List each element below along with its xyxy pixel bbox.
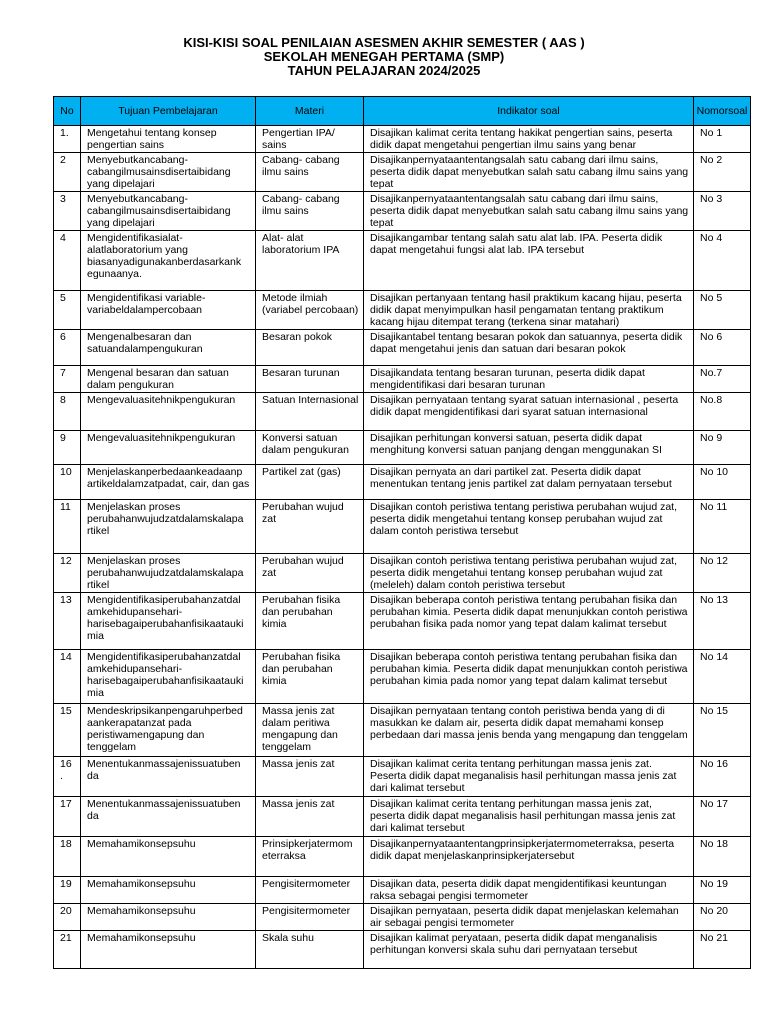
row-indikator: Disajikan pernyata an dari partikel zat. Peserta didik dapat menentukan tentang jenis partikel zat dalam pernyataan tersebut: [364, 465, 694, 500]
row-indikator: Disajikanpernyataantentangsalah satu cabang dari ilmu sains, peserta didik dapat menyebutkan salah satu cabang ilmu sains yang tepat: [364, 153, 694, 192]
document-header: [0, 36, 768, 78]
row-no: 2: [54, 153, 81, 192]
row-materi: Besaran turunan: [256, 366, 364, 393]
row-tujuan: Mengetahui tentang konsep pengertian sains: [81, 126, 256, 153]
row-materi: Pengisitermometer: [256, 877, 364, 904]
row-no: 10: [54, 465, 81, 500]
row-nomor-soal: No 14: [694, 650, 751, 704]
row-nomor-soal: No 10: [694, 465, 751, 500]
row-indikator: Disajikantabel tentang besaran pokok dan satuannya, peserta didik dapat mengetahui jenis dan satuan dari besaran pokok: [364, 330, 694, 366]
row-no: 12: [54, 554, 81, 593]
table-row: [54, 757, 751, 797]
table-row: [54, 393, 751, 431]
row-tujuan: Mengidentifikasiperubahanzatdal amkehidupansehari-harisebagaiperubahanfisikaatauki mia: [81, 650, 256, 704]
row-nomor-soal: No 20: [694, 904, 751, 931]
row-indikator: Disajikan pertanyaan tentang hasil praktikum kacang hijau, peserta didik dapat menyimpulkan hasil pengamatan tentang praktikum kacang hijau ditempat terang (terkena sinar matahari): [364, 291, 694, 330]
row-materi: Metode ilmiah (variabel percobaan): [256, 291, 364, 330]
row-tujuan: Mendeskripsikanpengaruhperbed aankerapatanzat pada peristiwamengapung dan tenggelam: [81, 704, 256, 757]
row-nomor-soal: No 5: [694, 291, 751, 330]
row-tujuan: Menjelaskan proses perubahanwujudzatdalamskalapa rtikel: [81, 554, 256, 593]
row-nomor-soal: No 9: [694, 431, 751, 465]
row-indikator: Disajikan pernyataan, peserta didik dapat menjelaskan kelemahan air sebagai pengisi termometer: [364, 904, 694, 931]
row-no: 3: [54, 192, 81, 231]
row-materi: Besaran pokok: [256, 330, 364, 366]
table-row: [54, 366, 751, 393]
row-tujuan: Menjelaskanperbedaankeadaanp artikeldalamzatpadat, cair, dan gas: [81, 465, 256, 500]
row-indikator: Disajikan beberapa contoh peristiwa tentang perubahan fisika dan perubahan kimia. Peserta didik dapat menunjukkan contoh peristiwa perubahan fisika pada nomor yang tepat dalam kalimat tersebut: [364, 593, 694, 650]
row-tujuan: Mengenal besaran dan satuan dalam pengukuran: [81, 366, 256, 393]
row-indikator: Disajikan contoh peristiwa tentang peristiwa perubahan wujud zat, peserta didik mengetahui tentang konsep perubahan wujud zat dalam contoh peristiwa tersebut: [364, 500, 694, 554]
table-row: [54, 877, 751, 904]
row-tujuan: Mengidentifikasiperubahanzatdal amkehidupansehari-harisebagaiperubahanfisikaatauki mia: [81, 593, 256, 650]
row-materi: Cabang- cabang ilmu sains: [256, 153, 364, 192]
row-tujuan: Mengidentifikasi variable-variabeldalampercobaan: [81, 291, 256, 330]
row-nomor-soal: No 6: [694, 330, 751, 366]
table-row: [54, 291, 751, 330]
row-nomor-soal: No 1: [694, 126, 751, 153]
row-tujuan: Memahamikonsepsuhu: [81, 931, 256, 969]
row-nomor-soal: No 19: [694, 877, 751, 904]
row-materi: Perubahan wujud zat: [256, 554, 364, 593]
row-materi: Satuan Internasional: [256, 393, 364, 431]
row-indikator: Disajikan kalimat cerita tentang hakikat pengertian sains, peserta didik dapat mengetahui pengertian ilmu sains yang benar: [364, 126, 694, 153]
row-indikator: Disajikan kalimat peryataan, peserta didik dapat menganalisis perhitungan konversi skala suhu dari pernyataan tersebut: [364, 931, 694, 969]
row-nomor-soal: No 15: [694, 704, 751, 757]
row-indikator: Disajikan contoh peristiwa tentang peristiwa perubahan wujud zat, peserta didik mengetahui tentang konsep perubahan wujud zat (meleleh) dalam contoh peristiwa tersebut: [364, 554, 694, 593]
row-indikator: Disajikanpernyataantentangsalah satu cabang dari ilmu sains, peserta didik dapat menyebutkan salah satu cabang ilmu sains yang tepat: [364, 192, 694, 231]
row-no: 9: [54, 431, 81, 465]
row-indikator: Disajikan kalimat cerita tentang perhitungan massa jenis zat, peserta didik dapat meganalisis hasil perhitungan massa jenis zat dari kalimat tersebut: [364, 797, 694, 837]
row-no: 21: [54, 931, 81, 969]
row-nomor-soal: No 21: [694, 931, 751, 969]
row-materi: Prinsipkerjatermom eterraksa: [256, 837, 364, 877]
row-tujuan: Menyebutkancabang-cabangilmusainsdisertaibidang yang dipelajari: [81, 153, 256, 192]
row-materi: Perubahan wujud zat: [256, 500, 364, 554]
row-tujuan: Memahamikonsepsuhu: [81, 904, 256, 931]
row-materi: Cabang- cabang ilmu sains: [256, 192, 364, 231]
table-row: [54, 231, 751, 291]
row-no: 1.: [54, 126, 81, 153]
row-indikator: Disajikan beberapa contoh peristiwa tentang perubahan fisika dan perubahan kimia. Peserta didik dapat menunjukkan contoh peristiwa perubahan kimia pada nomor yang tepat dalam kalimat tersebut: [364, 650, 694, 704]
header-indikator: Indikator soal: [364, 97, 694, 126]
row-materi: Perubahan fisika dan perubahan kimia: [256, 650, 364, 704]
row-no: 11: [54, 500, 81, 554]
row-indikator: Disajikandata tentang besaran turunan, peserta didik dapat mengidentifikasi dari besaran turunan: [364, 366, 694, 393]
header-no: No: [54, 97, 81, 126]
row-no: 8: [54, 393, 81, 431]
table-row: [54, 500, 751, 554]
row-no: 17: [54, 797, 81, 837]
row-nomor-soal: No 12: [694, 554, 751, 593]
table-row: [54, 797, 751, 837]
table-header-row: [54, 97, 751, 126]
table-row: [54, 593, 751, 650]
row-no: 20: [54, 904, 81, 931]
row-no: 5: [54, 291, 81, 330]
row-nomor-soal: No.7: [694, 366, 751, 393]
row-materi: Skala suhu: [256, 931, 364, 969]
row-materi: Perubahan fisika dan perubahan kimia: [256, 593, 364, 650]
row-no: 14: [54, 650, 81, 704]
table-row: [54, 931, 751, 969]
table-row: [54, 153, 751, 192]
row-materi: Pengertian IPA/ sains: [256, 126, 364, 153]
table-row: [54, 431, 751, 465]
row-nomor-soal: No.8: [694, 393, 751, 431]
row-no: 15: [54, 704, 81, 757]
table-row: [54, 837, 751, 877]
row-nomor-soal: No 4: [694, 231, 751, 291]
row-tujuan: Menentukanmassajenissuatuben da: [81, 797, 256, 837]
row-indikator: Disajikan pernyataan tentang contoh peristiwa benda yang di di masukkan ke dalam air, peserta didik dapat memahami konsep perbedaan dari massa jenis benda yang mengapung dan tenggelam: [364, 704, 694, 757]
row-tujuan: Mengenalbesaran dan satuandalampengukuran: [81, 330, 256, 366]
row-tujuan: Mengevaluasitehnikpengukuran: [81, 393, 256, 431]
header-nomor-soal: Nomorsoal: [694, 97, 751, 126]
row-nomor-soal: No 2: [694, 153, 751, 192]
row-materi: Pengisitermometer: [256, 904, 364, 931]
row-nomor-soal: No 3: [694, 192, 751, 231]
table-row: [54, 126, 751, 153]
row-indikator: Disajikan perhitungan konversi satuan, peserta didik dapat menghitung konversi satuan panjang dengan menggunakan SI: [364, 431, 694, 465]
row-no: 18: [54, 837, 81, 877]
row-materi: Massa jenis zat dalam peritiwa mengapung dan tenggelam: [256, 704, 364, 757]
row-no: 13: [54, 593, 81, 650]
row-tujuan: Menyebutkancabang-cabangilmusainsdisertaibidang yang dipelajari: [81, 192, 256, 231]
row-materi: Massa jenis zat: [256, 797, 364, 837]
table-row: [54, 192, 751, 231]
row-materi: Alat- alat laboratorium IPA: [256, 231, 364, 291]
row-no: 6: [54, 330, 81, 366]
row-no: 19: [54, 877, 81, 904]
table-row: [54, 330, 751, 366]
table-row: [54, 650, 751, 704]
table-row: [54, 904, 751, 931]
row-indikator: Disajikan data, peserta didik dapat mengidentifikasi keuntungan raksa sebagai pengisi termometer: [364, 877, 694, 904]
row-nomor-soal: No 16: [694, 757, 751, 797]
table-row: [54, 704, 751, 757]
row-materi: Konversi satuan dalam pengukuran: [256, 431, 364, 465]
table-body: [54, 126, 751, 969]
row-no: 7: [54, 366, 81, 393]
header-tujuan: Tujuan Pembelajaran: [81, 97, 256, 126]
row-indikator: Disajikan kalimat cerita tentang perhitungan massa jenis zat. Peserta didik dapat meganalisis hasil perhitungan massa jenis zat dari kalimat tersebut: [364, 757, 694, 797]
header-title-line3: TAHUN PELAJARAN 2024/2025: [287, 63, 481, 78]
row-nomor-soal: No 18: [694, 837, 751, 877]
row-indikator: Disajikangambar tentang salah satu alat lab. IPA. Peserta didik dapat mengetahui fungsi alat lab. IPA tersebut: [364, 231, 694, 291]
row-tujuan: Menjelaskan proses perubahanwujudzatdalamskalapa rtikel: [81, 500, 256, 554]
row-nomor-soal: No 17: [694, 797, 751, 837]
table-row: [54, 554, 751, 593]
row-no: 4: [54, 231, 81, 291]
header-materi: Materi: [256, 97, 364, 126]
row-tujuan: Mengevaluasitehnikpengukuran: [81, 431, 256, 465]
row-no: 16 .: [54, 757, 81, 797]
row-nomor-soal: No 13: [694, 593, 751, 650]
row-tujuan: Mengidentifikasialat-alatlaboratorium yang biasanyadigunakanberdasarkank egunaanya.: [81, 231, 256, 291]
row-indikator: Disajikan pernyataan tentang syarat satuan internasional , peserta didik dapat mengidentifikasi dari syarat satuan internasional: [364, 393, 694, 431]
row-materi: Partikel zat (gas): [256, 465, 364, 500]
row-materi: Massa jenis zat: [256, 757, 364, 797]
row-tujuan: Menentukanmassajenissuatuben da: [81, 757, 256, 797]
row-indikator: Disajikanpernyataantentangprinsipkerjatermometerraksa, peserta didik dapat menjelaskanprinsipkerjatersebut: [364, 837, 694, 877]
row-tujuan: Memahamikonsepsuhu: [81, 837, 256, 877]
header-title-line2: SEKOLAH MENEGAH PERTAMA (SMP): [263, 49, 505, 64]
header-title-line1: KISI-KISI SOAL PENILAIAN ASESMEN AKHIR SEMESTER ( AAS ): [183, 35, 585, 50]
table-row: [54, 465, 751, 500]
row-nomor-soal: No 11: [694, 500, 751, 554]
row-tujuan: Memahamikonsepsuhu: [81, 877, 256, 904]
kisi-kisi-table: [53, 96, 751, 969]
